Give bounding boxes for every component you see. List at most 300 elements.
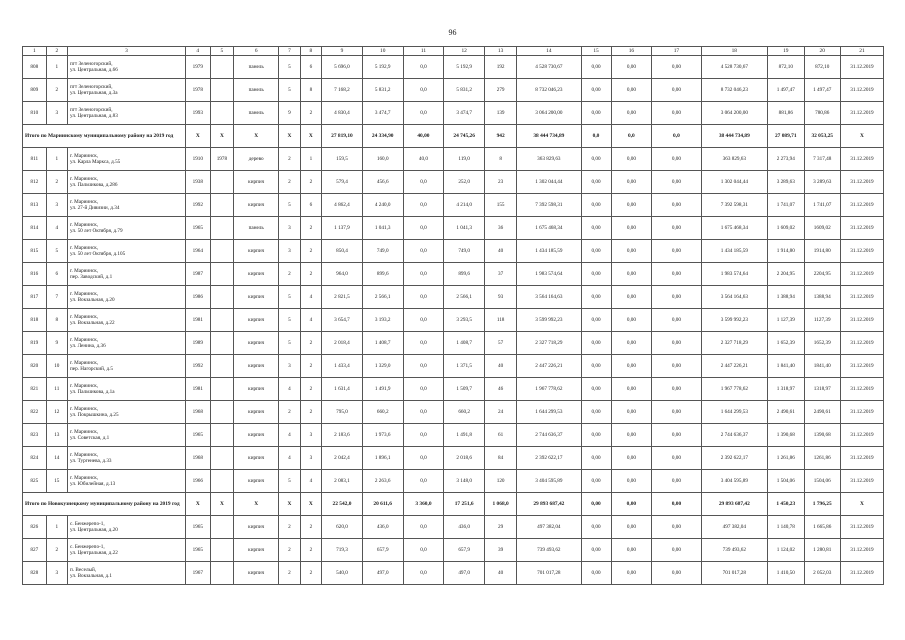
table-cell: 2 263,6: [362, 470, 403, 493]
table-cell: 809: [23, 79, 47, 102]
table-cell: 657,9: [362, 539, 403, 562]
table-cell: 0,00: [652, 355, 701, 378]
table-cell: 0,0: [403, 79, 444, 102]
table-cell: 0,00: [581, 240, 611, 263]
table-cell: 0,00: [652, 56, 701, 79]
table-cell: 1 127,39: [768, 309, 804, 332]
table-cell: 4: [300, 470, 321, 493]
table-cell: [210, 539, 234, 562]
table-cell: [210, 470, 234, 493]
address-cell: г. Мариинск, пер. Нагорский, д.5: [68, 355, 186, 378]
table-cell: 1 644 299,53: [701, 401, 767, 424]
table-cell: 822: [23, 401, 47, 424]
table-cell: 0,0: [581, 125, 611, 148]
table-cell: 0,00: [652, 194, 701, 217]
table-cell: 4: [300, 286, 321, 309]
table-cell: 31.12.2019: [840, 516, 883, 539]
table-cell: 813: [23, 194, 47, 217]
address-cell: г. Мариинск, ул. Ленина, д.36: [68, 332, 186, 355]
table-cell: 780,86: [804, 102, 840, 125]
table-cell: 1 896,1: [362, 447, 403, 470]
table-cell: 3: [46, 562, 67, 585]
table-cell: 155: [485, 194, 517, 217]
table-cell: 0,00: [652, 424, 701, 447]
table-cell: 2 566,1: [444, 286, 485, 309]
table-cell: 31.12.2019: [840, 562, 883, 585]
column-number: 19: [768, 47, 804, 56]
table-cell: 40,0: [403, 148, 444, 171]
table-cell: 899,6: [444, 263, 485, 286]
table-cell: 0,00: [611, 378, 652, 401]
table-cell: 0,00: [611, 424, 652, 447]
table-cell: 4: [279, 424, 300, 447]
table-cell: 2 821,5: [322, 286, 363, 309]
table-cell: [210, 171, 234, 194]
table-cell: 5: [279, 470, 300, 493]
address-cell: пгт Зеленогорский, ул. Центральная, д.66: [68, 56, 186, 79]
column-number: 3: [68, 47, 186, 56]
table-cell: 40,00: [403, 125, 444, 148]
table-cell: 0,00: [581, 447, 611, 470]
table-cell: панель: [234, 79, 279, 102]
table-cell: 872,10: [804, 56, 840, 79]
table-cell: 0,0: [403, 56, 444, 79]
table-cell: 3 474,7: [444, 102, 485, 125]
table-cell: 2: [300, 332, 321, 355]
table-cell: 13: [46, 424, 67, 447]
table-cell: кирпич: [234, 332, 279, 355]
table-cell: 1 665,86: [804, 516, 840, 539]
table-cell: 7 392 598,31: [517, 194, 581, 217]
table-cell: 1 983 574,64: [517, 263, 581, 286]
table-cell: 1 631,4: [322, 378, 363, 401]
table-cell: 2: [300, 378, 321, 401]
address-cell: г. Мариинск, ул. Советская, д.1: [68, 424, 186, 447]
table-cell: 942: [485, 125, 517, 148]
table-cell: 1 408,7: [362, 332, 403, 355]
table-cell: 0,00: [611, 217, 652, 240]
table-cell: 0,0: [403, 309, 444, 332]
table-cell: 1 302 044,44: [701, 171, 767, 194]
table-cell: 825: [23, 470, 47, 493]
column-number: 14: [517, 47, 581, 56]
table-cell: 2 566,1: [362, 286, 403, 309]
table-cell: 1 967 778,62: [701, 378, 767, 401]
table-row: [23, 516, 884, 539]
table-cell: 29 893 687,42: [517, 493, 581, 516]
table-cell: 3 360,0: [403, 493, 444, 516]
table-cell: 31.12.2019: [840, 309, 883, 332]
table-cell: 2: [300, 171, 321, 194]
table-cell: 4 240,0: [362, 194, 403, 217]
table-cell: 881,86: [768, 102, 804, 125]
address-cell: пгт Зеленогорский, ул. Центральная, д.3а: [68, 79, 186, 102]
table-cell: кирпич: [234, 263, 279, 286]
table-cell: 2 447 226,21: [517, 355, 581, 378]
table-cell: 5: [279, 332, 300, 355]
table-cell: 7 168,2: [322, 79, 363, 102]
table-cell: 5: [279, 286, 300, 309]
table-cell: 0,00: [652, 102, 701, 125]
table-cell: 2: [300, 355, 321, 378]
table-row: [23, 401, 884, 424]
table-cell: 31.12.2019: [840, 424, 883, 447]
table-cell: 9: [46, 332, 67, 355]
table-cell: 3 564 164,63: [701, 286, 767, 309]
table-cell: 657,9: [444, 539, 485, 562]
table-cell: 2 392 622,17: [517, 447, 581, 470]
table-cell: 93: [485, 286, 517, 309]
table-cell: 0,0: [403, 217, 444, 240]
table-cell: 1 675 468,34: [517, 217, 581, 240]
table-row: [23, 562, 884, 585]
table-cell: 2490,61: [804, 401, 840, 424]
table-cell: 6: [300, 56, 321, 79]
table-cell: 24 334,90: [362, 125, 403, 148]
table-cell: [210, 378, 234, 401]
table-cell: 1504,06: [804, 470, 840, 493]
address-cell: г. Мариинск, ул. Вокзальная, д.22: [68, 309, 186, 332]
address-cell: г. Мариинск, ул. Карла Маркса, д.55: [68, 148, 186, 171]
table-cell: 0,00: [611, 332, 652, 355]
table-cell: 795,0: [322, 401, 363, 424]
table-cell: X: [300, 493, 321, 516]
table-cell: 0,00: [581, 194, 611, 217]
table-cell: 0,00: [581, 263, 611, 286]
table-cell: 808: [23, 56, 47, 79]
table-cell: 31.12.2019: [840, 332, 883, 355]
table-cell: 1993: [185, 102, 210, 125]
table-cell: 1 434 185,59: [701, 240, 767, 263]
table-cell: 811: [23, 148, 47, 171]
table-cell: 4 862,4: [322, 194, 363, 217]
table-cell: 5: [279, 79, 300, 102]
table-cell: 719,3: [322, 539, 363, 562]
table-cell: 29: [485, 516, 517, 539]
table-row: [23, 378, 884, 401]
table-row: [23, 263, 884, 286]
table-cell: 0,00: [611, 539, 652, 562]
table-cell: 1609,02: [804, 217, 840, 240]
column-number: 2: [46, 47, 67, 56]
table-cell: 824: [23, 447, 47, 470]
table-cell: 1 410,50: [768, 562, 804, 585]
table-cell: 2: [300, 539, 321, 562]
subtotal-row: [23, 493, 884, 516]
table-cell: 0,0: [652, 125, 701, 148]
table-row: [23, 309, 884, 332]
table-cell: 810: [23, 102, 47, 125]
table-cell: 57: [485, 332, 517, 355]
table-cell: 1 741,07: [804, 194, 840, 217]
table-cell: [210, 79, 234, 102]
table-cell: 821: [23, 378, 47, 401]
table-cell: 3: [46, 102, 67, 125]
table-cell: 0,00: [581, 355, 611, 378]
table-cell: 0,00: [581, 539, 611, 562]
table-cell: 5: [46, 240, 67, 263]
table-cell: 1 434 185,59: [517, 240, 581, 263]
table-cell: 1 967 778,62: [517, 378, 581, 401]
table-cell: кирпич: [234, 447, 279, 470]
table-row: [23, 286, 884, 309]
table-cell: 3 293,5: [444, 309, 485, 332]
table-cell: 31.12.2019: [840, 355, 883, 378]
table-cell: 2 744 636,37: [517, 424, 581, 447]
table-cell: 964,0: [322, 263, 363, 286]
table-cell: 4 214,0: [444, 194, 485, 217]
table-cell: 0,00: [581, 309, 611, 332]
table-cell: X: [185, 493, 210, 516]
table-cell: 23: [485, 171, 517, 194]
table-cell: 1986: [185, 286, 210, 309]
table-cell: 3 564 164,63: [517, 286, 581, 309]
table-cell: 1 388,94: [768, 286, 804, 309]
table-cell: 0,0: [403, 286, 444, 309]
table-cell: 1 390,68: [768, 424, 804, 447]
table-cell: 436,0: [362, 516, 403, 539]
table-cell: 31.12.2019: [840, 263, 883, 286]
table-cell: 2 018,4: [322, 332, 363, 355]
table-cell: 1965: [185, 539, 210, 562]
table-cell: 139: [485, 102, 517, 125]
table-cell: 0,00: [652, 217, 701, 240]
address-cell: г. Мариинск, пер. Заводский, д.1: [68, 263, 186, 286]
table-cell: 1 068,0: [485, 493, 517, 516]
table-cell: 818: [23, 309, 47, 332]
table-cell: 160,0: [362, 148, 403, 171]
table-cell: 0,00: [581, 102, 611, 125]
table-row: [23, 355, 884, 378]
address-cell: г. Мариинск, ул. Пальчикова, д.286: [68, 171, 186, 194]
table-cell: 0,00: [611, 171, 652, 194]
table-cell: 701 017,28: [701, 562, 767, 585]
table-cell: 0,00: [652, 378, 701, 401]
table-cell: 0,00: [581, 79, 611, 102]
table-cell: 1 497,47: [804, 79, 840, 102]
table-cell: 2: [300, 516, 321, 539]
address-cell: г. Мариинск, ул. 50 лет Октября, д.105: [68, 240, 186, 263]
table-cell: 31.12.2019: [840, 286, 883, 309]
table-cell: 40: [485, 355, 517, 378]
address-cell: г. Мариинск, ул. Юбилейная, д.13: [68, 470, 186, 493]
table-cell: 2 392 622,17: [701, 447, 767, 470]
table-cell: [210, 309, 234, 332]
table-cell: 1 983 574,64: [701, 263, 767, 286]
table-cell: 817: [23, 286, 47, 309]
table-cell: 497 382,04: [517, 516, 581, 539]
column-number: 4: [185, 47, 210, 56]
table-cell: 0,00: [652, 309, 701, 332]
table-cell: 2 327 718,29: [701, 332, 767, 355]
table-cell: 4: [300, 309, 321, 332]
table-cell: кирпич: [234, 470, 279, 493]
table-cell: 6: [300, 194, 321, 217]
table-cell: 1 675 468,34: [701, 217, 767, 240]
table-cell: X: [210, 125, 234, 148]
table-cell: 0,00: [652, 148, 701, 171]
table-cell: 0,0: [403, 516, 444, 539]
table-cell: 0,0: [403, 562, 444, 585]
table-cell: 0,00: [652, 562, 701, 585]
table-cell: 0,00: [581, 493, 611, 516]
table-cell: 0,00: [581, 56, 611, 79]
table-cell: X: [234, 125, 279, 148]
table-cell: кирпич: [234, 171, 279, 194]
table-cell: 31.12.2019: [840, 401, 883, 424]
table-cell: 660,2: [362, 401, 403, 424]
table-cell: 0,00: [652, 447, 701, 470]
table-cell: 0,00: [652, 470, 701, 493]
table-cell: 31.12.2019: [840, 194, 883, 217]
address-cell: п. Веселый, ул. Вокзальная, д.1: [68, 562, 186, 585]
table-cell: 46: [485, 378, 517, 401]
table-cell: 7: [46, 286, 67, 309]
table-cell: 0,00: [581, 424, 611, 447]
table-cell: 4 830,4: [322, 102, 363, 125]
table-cell: 1 041,3: [362, 217, 403, 240]
table-row: [23, 217, 884, 240]
table-cell: 0,00: [611, 263, 652, 286]
table-cell: 1967: [185, 562, 210, 585]
table-cell: 0,00: [652, 516, 701, 539]
table-cell: 1992: [185, 194, 210, 217]
table-cell: 1 302 044,44: [517, 171, 581, 194]
table-cell: 1652,39: [804, 332, 840, 355]
column-number: 15: [581, 47, 611, 56]
table-cell: 12: [46, 401, 67, 424]
table-cell: 3: [300, 424, 321, 447]
table-cell: 0,00: [581, 516, 611, 539]
table-cell: 2 327 718,29: [517, 332, 581, 355]
table-cell: 1 652,39: [768, 332, 804, 355]
table-cell: 579,4: [322, 171, 363, 194]
table-cell: 31.12.2019: [840, 171, 883, 194]
table-cell: 2 273,94: [768, 148, 804, 171]
table-cell: 3 064 200,00: [701, 102, 767, 125]
table-cell: 17 251,6: [444, 493, 485, 516]
table-cell: 2: [279, 539, 300, 562]
table-cell: 0,0: [403, 240, 444, 263]
table-cell: 0,00: [652, 493, 701, 516]
table-cell: 0,00: [581, 217, 611, 240]
table-cell: 31.12.2019: [840, 539, 883, 562]
table-cell: кирпич: [234, 516, 279, 539]
table-cell: 0,00: [611, 562, 652, 585]
table-cell: кирпич: [234, 562, 279, 585]
table-cell: 5 831,2: [444, 79, 485, 102]
table-cell: [210, 56, 234, 79]
table-cell: 3 654,7: [322, 309, 363, 332]
table-cell: 31.12.2019: [840, 470, 883, 493]
address-cell: с. Бенжерепо-1, ул. Центральная, д.20: [68, 516, 186, 539]
table-cell: 1910: [185, 148, 210, 171]
table-cell: 0,00: [581, 470, 611, 493]
table-row: [23, 171, 884, 194]
table-cell: 2 447 226,21: [701, 355, 767, 378]
table-cell: [210, 194, 234, 217]
table-cell: 0,00: [611, 516, 652, 539]
table-cell: 1968: [185, 401, 210, 424]
table-cell: [210, 217, 234, 240]
table-cell: 0,0: [403, 539, 444, 562]
table-cell: 0,0: [403, 424, 444, 447]
table-cell: 0,00: [652, 79, 701, 102]
table-cell: 1318,97: [804, 378, 840, 401]
table-cell: 3 599 992,23: [517, 309, 581, 332]
subtotal-label: Итого по Мариинскому муниципальному району на 2019 год: [23, 125, 186, 148]
table-row: [23, 194, 884, 217]
table-cell: 1938: [185, 171, 210, 194]
table-cell: 0,00: [611, 148, 652, 171]
table-cell: 29 893 687,42: [701, 493, 767, 516]
table-cell: 40: [485, 240, 517, 263]
table-cell: [210, 516, 234, 539]
table-cell: 2: [279, 171, 300, 194]
table-cell: 40: [485, 562, 517, 585]
table-cell: 1127,39: [804, 309, 840, 332]
table-cell: 899,6: [362, 263, 403, 286]
table-cell: 816: [23, 263, 47, 286]
table-cell: [210, 401, 234, 424]
column-number: 20: [804, 47, 840, 56]
table-cell: 0,00: [581, 286, 611, 309]
table-cell: 0,00: [581, 401, 611, 424]
column-number: 7: [279, 47, 300, 56]
table-cell: [210, 286, 234, 309]
column-number: 17: [652, 47, 701, 56]
table-cell: 2: [300, 401, 321, 424]
table-cell: 2204,95: [804, 263, 840, 286]
table-cell: 0,0: [403, 470, 444, 493]
table-cell: кирпич: [234, 194, 279, 217]
subtotal-row: [23, 125, 884, 148]
table-cell: 815: [23, 240, 47, 263]
table-cell: 1: [46, 516, 67, 539]
table-cell: 1 914,80: [768, 240, 804, 263]
table-cell: 0,0: [403, 102, 444, 125]
table-cell: 0,00: [611, 56, 652, 79]
table-cell: кирпич: [234, 355, 279, 378]
table-cell: 0,0: [403, 401, 444, 424]
table-cell: X: [234, 493, 279, 516]
table-cell: 1 371,5: [444, 355, 485, 378]
table-cell: 36: [485, 217, 517, 240]
table-cell: 0,0: [403, 263, 444, 286]
table-row: [23, 539, 884, 562]
table-cell: 11: [46, 378, 67, 401]
table-cell: 4: [279, 378, 300, 401]
table-cell: 1: [46, 148, 67, 171]
table-cell: 363 829,63: [517, 148, 581, 171]
table-cell: панель: [234, 102, 279, 125]
table-cell: 14: [46, 447, 67, 470]
table-cell: 8 732 046,23: [701, 79, 767, 102]
column-number: 12: [444, 47, 485, 56]
table-cell: дерево: [234, 148, 279, 171]
table-cell: 20 611,6: [362, 493, 403, 516]
table-cell: 497,0: [444, 562, 485, 585]
subtotal-label: Итого по Новокузнецкому муниципальному району на 2019 год: [23, 493, 186, 516]
table-cell: 436,0: [444, 516, 485, 539]
table-cell: 0,0: [403, 447, 444, 470]
column-number: 8: [300, 47, 321, 56]
address-cell: г. Мариинск, ул. Тургенева, д.33: [68, 447, 186, 470]
table-cell: 0,00: [611, 240, 652, 263]
table-cell: 3 289,63: [768, 171, 804, 194]
table-cell: 1 609,02: [768, 217, 804, 240]
table-cell: 826: [23, 516, 47, 539]
